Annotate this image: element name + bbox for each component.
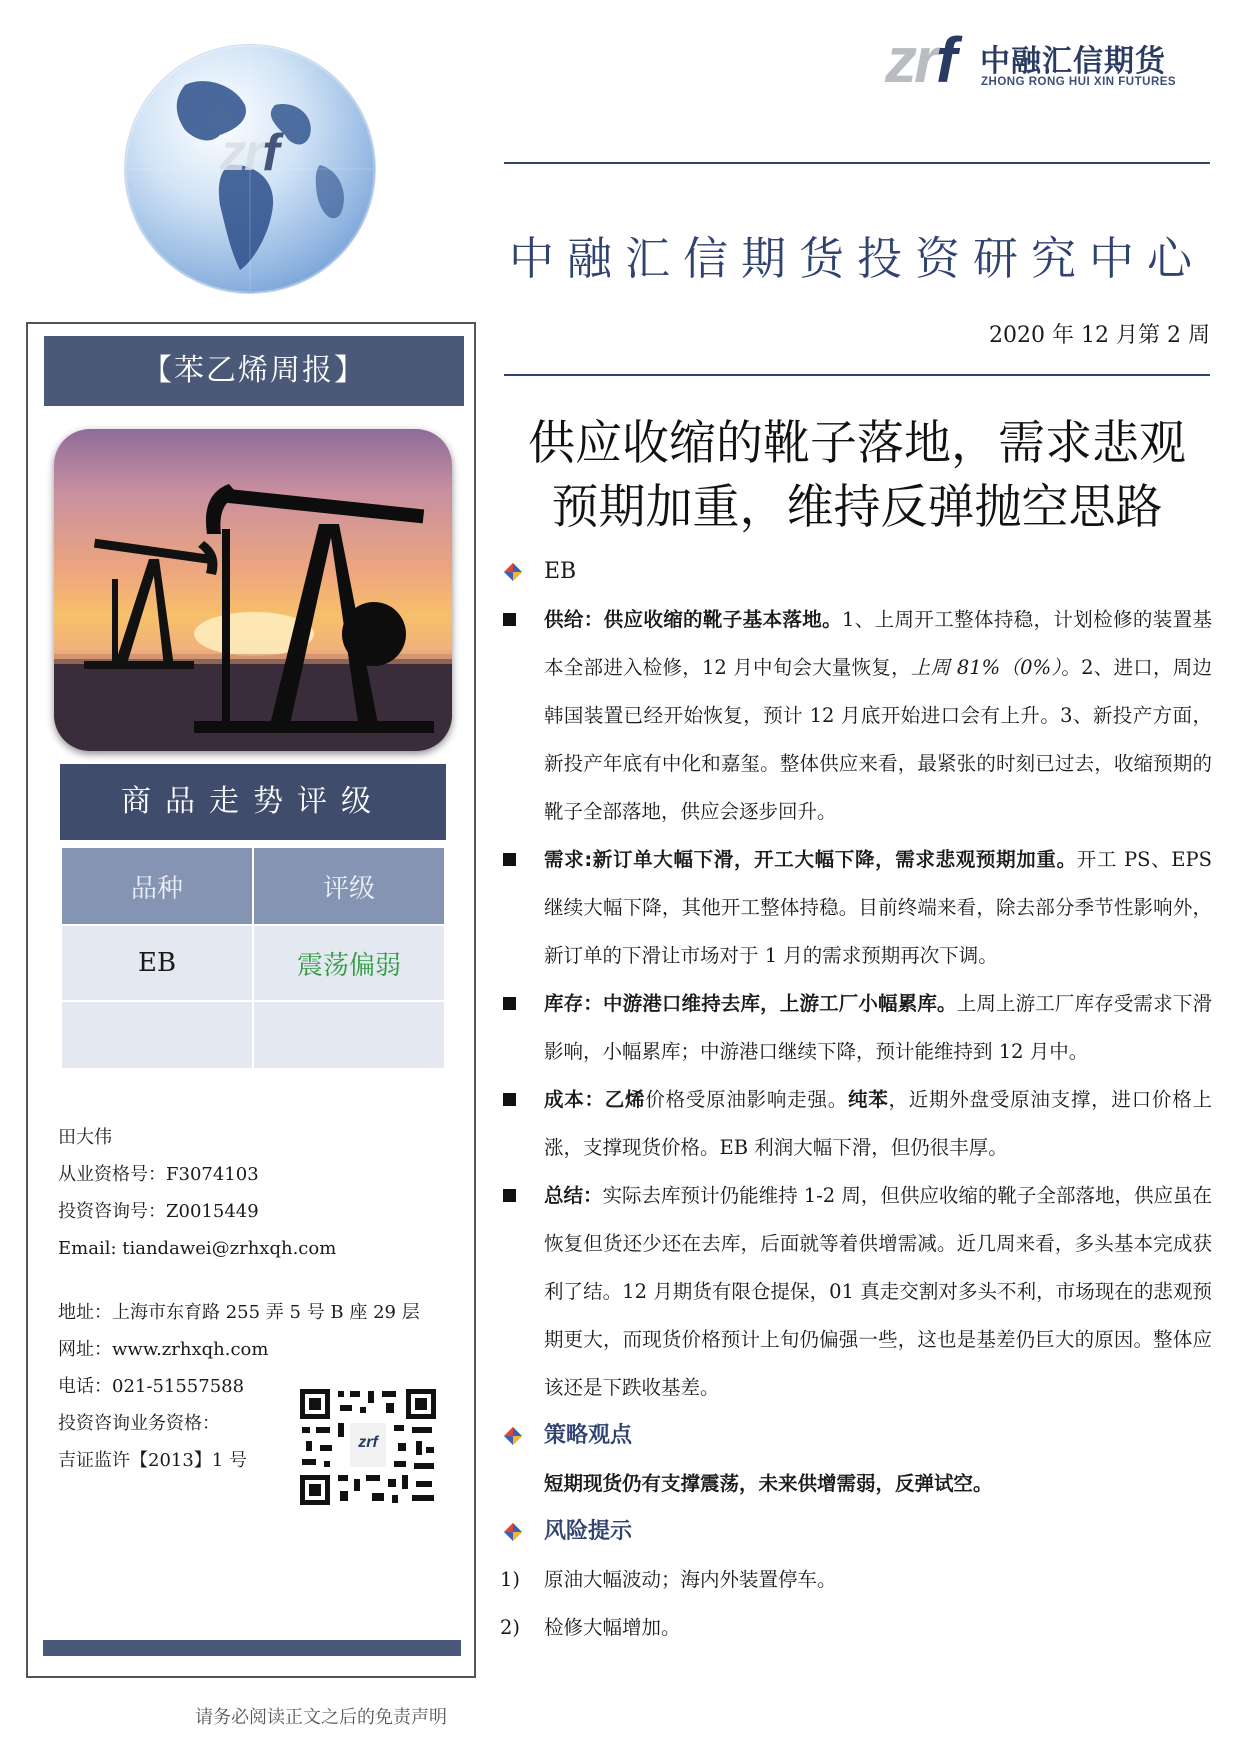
globe-logo-mark: zrf [220, 124, 278, 182]
strategy-text: 短期现货仍有支撑震荡，未来供增需弱，反弹试空。 [544, 1472, 993, 1495]
analyst-qualification: 从业资格号：F3074103 [58, 1164, 259, 1185]
analyst-name: 田大伟 [58, 1127, 112, 1148]
disclaimer-note: 请务必阅读正文之后的免责声明 [195, 1707, 447, 1728]
cost-text-b: ，近期外盘受原油支撑，进口价格上涨，支撑现货价格。EB 利润大幅下滑，但仍很丰厚。 [544, 1088, 1212, 1159]
square-bullet-icon [503, 613, 516, 626]
rating-section-title: 商品走势评级 [60, 764, 446, 840]
list-item [500, 1604, 1212, 1652]
square-bullet-icon [503, 997, 516, 1010]
summary-label: 总结： [544, 1184, 603, 1207]
arrow-bullet-icon [504, 563, 522, 581]
report-body [500, 548, 1212, 1652]
logo-mark: zrf [885, 24, 955, 96]
analyst-advisory-id: 投资咨询号：Z0015449 [58, 1201, 259, 1222]
header-cell-product: 品种 [62, 848, 252, 924]
product-cell: EB [62, 926, 252, 1000]
square-bullet-icon [503, 1093, 516, 1106]
inventory-text: 上周上游工厂库存受需求下滑影响，小幅累库；中游港口继续下降，预计能维持到 12 月中。 [544, 992, 1212, 1063]
product-label: EB [544, 559, 577, 584]
oil-pumpjack-photo [54, 429, 452, 751]
risk-number: 2) [500, 1616, 521, 1639]
brand-name-en: ZHONG RONG HUI XIN FUTURES [981, 76, 1177, 88]
empty-cell [254, 1002, 444, 1068]
risk-heading [500, 1508, 1212, 1556]
rating-table [60, 846, 446, 1070]
issue-date: 2020 年 12 月第 2 周 [989, 323, 1210, 348]
demand-text: 开工 PS、EPS 继续大幅下降，其他开工整体持稳。目前终端来看，除去部分季节性影响外，新订单的下滑让市场对于 1 月的需求预期再次下调。 [544, 848, 1212, 967]
cost-text-a: 价格受原油影响走强。 [645, 1088, 848, 1111]
pumpjack-silhouette-icon [54, 429, 452, 751]
risk-title: 风险提示 [544, 1519, 633, 1544]
report-headline [504, 412, 1210, 540]
rating-table-header [62, 848, 444, 924]
arrow-bullet-icon [504, 1523, 522, 1541]
inventory-paragraph [500, 980, 1212, 1076]
cost-paragraph [500, 1076, 1212, 1172]
demand-paragraph [500, 836, 1212, 980]
analyst-info [58, 1119, 336, 1267]
table-row [62, 1002, 444, 1068]
square-bullet-icon [503, 1189, 516, 1202]
arrow-bullet-icon [504, 1427, 522, 1445]
sidebar-panel [26, 322, 476, 1678]
research-center-title: 中融汇信期货投资研究中心 [508, 232, 1205, 285]
inventory-label: 库存：中游港口维持去库，上游工厂小幅累库。 [544, 992, 957, 1015]
header-rule-bottom [504, 374, 1210, 376]
sidebar-footer-bar [43, 1640, 461, 1656]
brand-name-cn: 中融汇信期货 [980, 44, 1166, 79]
svg-text:zrf: zrf [358, 1434, 378, 1451]
supply-text-italic: 上周 81%（0%） [910, 656, 1062, 679]
analyst-email[interactable]: Email: tiandawei@zrhxqh.com [58, 1238, 337, 1259]
supply-label: 供给：供应收缩的靴子基本落地。 [544, 608, 842, 631]
cost-label-benzene: 纯苯 [847, 1088, 889, 1111]
summary-text: 实际去库预计仍能维持 1-2 周，但供应收缩的靴子全部落地，供应虽在恢复但货还少还在去库，后面就等着供增需减。近几周来看，多头基本完成获利了结。12 月期货有限仓提保，01 真走交割对多头不利，市场现在的悲观预期更大，而现货价格预计上旬仍偏强一些，这也是基差仍巨大的原因。整体应该还是下跌收基差。 [544, 1184, 1212, 1399]
risk-number: 1) [500, 1568, 521, 1591]
supply-text-a: 1、上周开工整体持稳，计划检修的装置基本全部进入检修，12 月中旬会大量恢复， [544, 608, 1212, 679]
brand-logo [885, 24, 1177, 96]
license-label: 投资咨询业务资格： [58, 1413, 220, 1434]
product-heading [500, 548, 1212, 596]
supply-text-b: 。2、进口，周边韩国装置已经开始恢复，预计 12 月底开始进口会有上升。3、新投产方面，新投产年底有中化和嘉玺。整体供应来看，最紧张的时刻已过去，收缩预期的靴子全部落地，供应会逐步回升。 [544, 656, 1212, 823]
company-website[interactable]: 网址：www.zrhxqh.com [58, 1339, 269, 1360]
headline-line-1: 供应收缩的靴子落地，需求悲观 [528, 416, 1186, 471]
strategy-title: 策略观点 [544, 1423, 633, 1448]
empty-cell [62, 1002, 252, 1068]
report-type-tag: 【苯乙烯周报】 [44, 336, 464, 406]
qr-code-icon[interactable] [298, 1387, 438, 1507]
strategy-heading [500, 1412, 1212, 1460]
list-item [500, 1556, 1212, 1604]
risk-text: 检修大幅增加。 [544, 1616, 681, 1639]
cost-label: 成本：乙烯 [544, 1088, 646, 1111]
supply-paragraph [500, 596, 1212, 836]
header-cell-rating: 评级 [254, 848, 444, 924]
license-value: 吉证监许【2013】1 号 [58, 1450, 247, 1471]
company-phone: 电话：021-51557588 [58, 1376, 245, 1397]
square-bullet-icon [503, 853, 516, 866]
demand-label: 需求:新订单大幅下滑，开工大幅下降，需求悲观预期加重。 [544, 848, 1077, 871]
company-address: 地址：上海市东育路 255 弄 5 号 B 座 29 层 [58, 1302, 420, 1323]
table-row [62, 926, 444, 1000]
globe-image [125, 45, 375, 293]
risk-text: 原油大幅波动；海内外装置停车。 [544, 1568, 837, 1591]
headline-line-2: 预期加重，维持反弹抛空思路 [551, 480, 1163, 535]
rating-cell: 震荡偏弱 [254, 926, 444, 1000]
summary-paragraph [500, 1172, 1212, 1412]
header-rule-top [504, 162, 1210, 164]
